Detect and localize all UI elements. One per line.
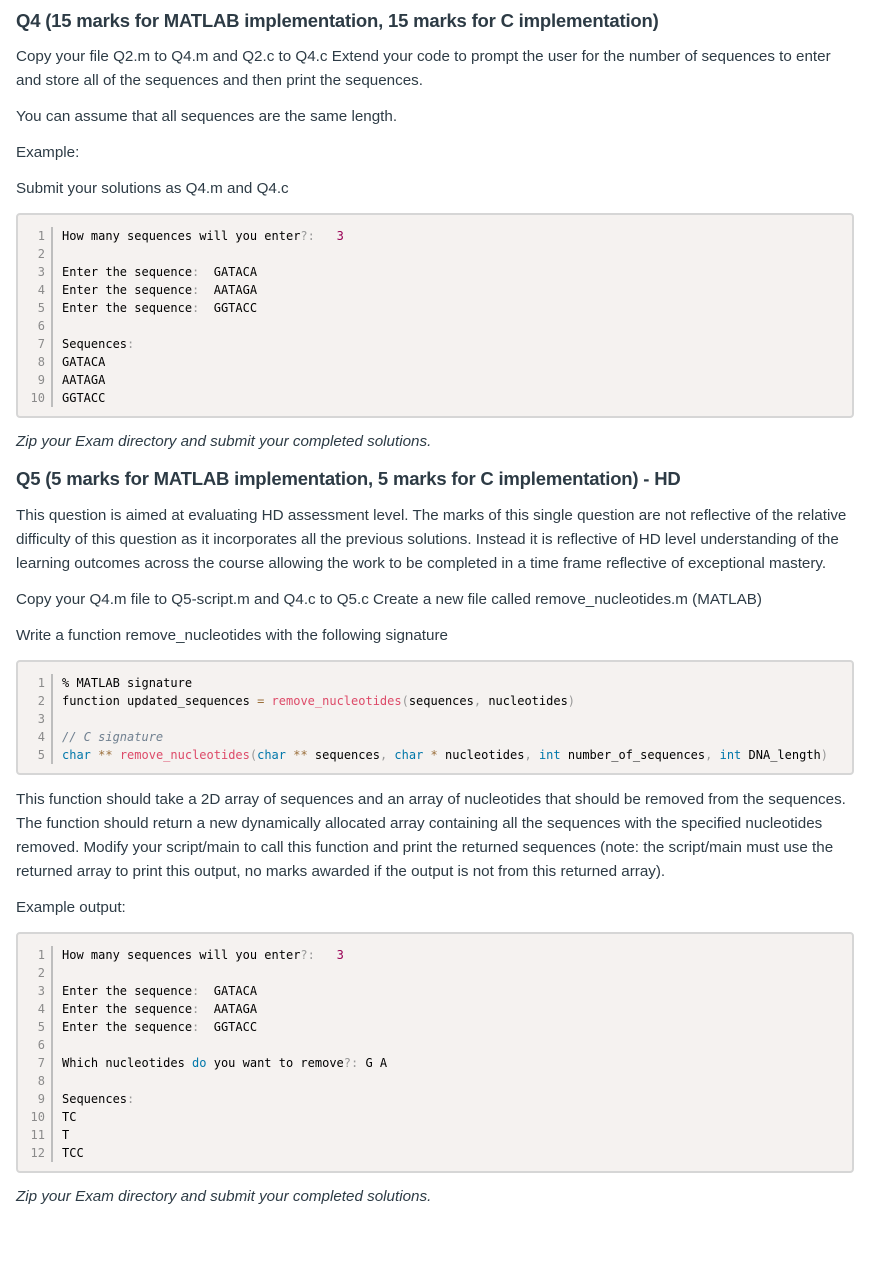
code-text: GATACA [199, 265, 258, 279]
code-function-name: remove_nucleotides [271, 694, 402, 708]
code-text: Enter the sequence [62, 301, 193, 315]
q4-example-label: Example: [16, 144, 80, 161]
code-punct: : [192, 1020, 200, 1034]
code-text: function updated_sequences [62, 694, 258, 708]
code-punct: ( [401, 694, 409, 708]
line-number: 5 [18, 746, 53, 764]
code-line [18, 1054, 852, 1072]
q5-signature-intro: Write a function remove_nucleotides with the following signature [16, 627, 448, 644]
code-punct: : [192, 283, 200, 297]
code-text: nucleotides [437, 748, 525, 762]
q4-zip-note: Zip your Exam directory and submit your completed solutions. [16, 433, 432, 450]
line-number: 1 [18, 227, 53, 245]
line-number: 4 [18, 281, 53, 299]
line-number: 5 [18, 299, 53, 317]
code-line [18, 317, 852, 335]
code-line [18, 1072, 852, 1090]
q4-submit-note: Submit your solutions as Q4.m and Q4.c [16, 180, 289, 197]
code-text: sequences [307, 748, 380, 762]
code-line [18, 353, 852, 371]
code-line [18, 1108, 852, 1126]
code-punct: ( [249, 748, 258, 762]
code-punct: : [192, 1002, 200, 1016]
line-number: 8 [18, 1072, 53, 1090]
line-number: 6 [18, 1036, 53, 1054]
code-punct: ) [567, 694, 576, 708]
code-line [18, 245, 852, 263]
code-line [18, 371, 852, 389]
line-number: 2 [18, 692, 53, 710]
code-punct: : [192, 265, 200, 279]
code-text: G A [358, 1056, 388, 1070]
code-text: GGTACC [62, 391, 106, 405]
code-punct: : [192, 984, 200, 998]
line-number: 3 [18, 710, 53, 728]
code-keyword: char [394, 748, 424, 762]
code-comment: // C signature [62, 730, 164, 744]
line-number: 2 [18, 964, 53, 982]
code-keyword: int [538, 748, 561, 762]
code-punct: , [473, 694, 482, 708]
code-operator: = [257, 694, 265, 708]
code-text: AATAGA [199, 283, 258, 297]
code-line [18, 728, 852, 746]
code-text: How many sequences will you enter [62, 229, 301, 243]
code-text: nucleotides [481, 694, 568, 708]
code-punct: , [379, 748, 388, 762]
code-punct: : [192, 301, 200, 315]
code-punct: ?: [300, 229, 315, 243]
line-number: 1 [18, 674, 53, 692]
code-text: Enter the sequence [62, 265, 193, 279]
code-line [18, 692, 852, 710]
code-number: 3 [336, 948, 344, 962]
code-keyword: char [62, 748, 91, 762]
code-comment: % MATLAB signature [62, 676, 193, 690]
code-punct: : [127, 337, 135, 351]
code-text: Enter the sequence [62, 283, 193, 297]
code-line [18, 946, 852, 964]
code-text [113, 748, 120, 762]
line-number: 9 [18, 371, 53, 389]
line-number: 5 [18, 1018, 53, 1036]
line-number: 10 [18, 389, 53, 407]
code-line [18, 299, 852, 317]
line-number: 1 [18, 946, 53, 964]
code-text: Sequences [62, 337, 128, 351]
code-line [18, 1090, 852, 1108]
code-text: TCC [62, 1146, 84, 1160]
code-text: you want to remove [206, 1056, 344, 1070]
code-function-name: remove_nucleotides [119, 748, 250, 762]
code-text: Enter the sequence [62, 1020, 193, 1034]
code-line [18, 1126, 852, 1144]
code-line [18, 674, 852, 692]
code-text: AATAGA [199, 1002, 258, 1016]
code-line [18, 1000, 852, 1018]
code-operator: * [423, 748, 438, 762]
code-text: GGTACC [199, 301, 258, 315]
code-number: 3 [336, 229, 344, 243]
line-number: 3 [18, 982, 53, 1000]
code-punct: , [524, 748, 532, 762]
code-text: How many sequences will you enter [62, 948, 301, 962]
code-punct: ?: [300, 948, 315, 962]
code-operator: ** [286, 748, 308, 762]
code-text: TC [62, 1110, 77, 1124]
line-number: 7 [18, 335, 53, 353]
code-text [264, 694, 271, 708]
line-number: 11 [18, 1126, 53, 1144]
code-line [18, 1144, 852, 1162]
code-text [315, 948, 337, 962]
code-keyword: char [257, 748, 287, 762]
code-line [18, 982, 852, 1000]
q5-heading: Q5 (5 marks for MATLAB implementation, 5 marks for C implementation) - HD [16, 468, 681, 489]
code-text: GATACA [199, 984, 258, 998]
code-text [315, 229, 337, 243]
code-text: Enter the sequence [62, 984, 193, 998]
q5-zip-note: Zip your Exam directory and submit your completed solutions. [16, 1188, 432, 1205]
line-number: 6 [18, 317, 53, 335]
code-line [18, 1036, 852, 1054]
code-line [18, 964, 852, 982]
code-text [712, 748, 719, 762]
code-text: GGTACC [199, 1020, 258, 1034]
code-line [18, 1018, 852, 1036]
code-text: Which nucleotides [62, 1056, 193, 1070]
code-line [18, 389, 852, 407]
q4-heading: Q4 (15 marks for MATLAB implementation, 15 marks for C implementation) [16, 10, 659, 31]
line-number: 8 [18, 353, 53, 371]
line-number: 2 [18, 245, 53, 263]
line-number: 3 [18, 263, 53, 281]
q5-signature-code-block [16, 660, 854, 775]
code-line [18, 335, 852, 353]
code-text: Enter the sequence [62, 1002, 193, 1016]
code-line [18, 263, 852, 281]
q5-intro: This question is aimed at evaluating HD assessment level. The marks of this single question are not reflective of the relative difficulty of this question as it incorporates all the previous solutions. Instead it is reflective of HD level understanding of the learning outcomes across the course allowing the work to be completed in a time frame reflective of exceptional mastery. [16, 507, 847, 572]
code-text: Sequences [62, 1092, 128, 1106]
line-number: 10 [18, 1108, 53, 1126]
code-punct: : [127, 1092, 135, 1106]
q5-copy-instructions: Copy your Q4.m file to Q5-script.m and Q4.c to Q5.c Create a new file called remove_nucleotides.m (MATLAB) [16, 591, 762, 608]
code-line [18, 710, 852, 728]
code-text: DNA_length [741, 748, 821, 762]
q5-example-output-code-block [16, 932, 854, 1173]
q5-function-description: This function should take a 2D array of sequences and an array of nucleotides that should be removed from the sequences. The function should return a new dynamically allocated array containing all the sequences with the specified nucleotides removed. Modify your script/main to call this function and print the returned sequences (note: the script/main must use the returned array to print this output, no marks awarded if the output is not from this returned array). [16, 791, 846, 880]
code-text: number_of_sequences [560, 748, 706, 762]
code-text: sequences [408, 694, 474, 708]
code-text [532, 748, 539, 762]
code-line [18, 281, 852, 299]
code-punct: ?: [343, 1056, 359, 1070]
code-punct: , [705, 748, 713, 762]
code-keyword: int [719, 748, 742, 762]
q4-instructions: Copy your file Q2.m to Q4.m and Q2.c to Q4.c Extend your code to prompt the user for the number of sequences to enter and store all of the sequences and then print the sequences. [16, 48, 831, 89]
code-line [18, 746, 852, 764]
line-number: 4 [18, 1000, 53, 1018]
code-keyword: do [192, 1056, 207, 1070]
line-number: 12 [18, 1144, 53, 1162]
line-number: 4 [18, 728, 53, 746]
code-line [18, 227, 852, 245]
code-text: AATAGA [62, 373, 106, 387]
q4-assumption: You can assume that all sequences are the same length. [16, 108, 398, 125]
line-number: 7 [18, 1054, 53, 1072]
q4-example-code-block [16, 213, 854, 418]
q5-example-output-label: Example output: [16, 899, 126, 916]
exam-page [0, 9, 890, 1209]
code-operator: ** [90, 748, 113, 762]
code-punct: ) [820, 748, 829, 762]
line-number: 9 [18, 1090, 53, 1108]
code-text: GATACA [62, 355, 106, 369]
code-text: T [62, 1128, 70, 1142]
